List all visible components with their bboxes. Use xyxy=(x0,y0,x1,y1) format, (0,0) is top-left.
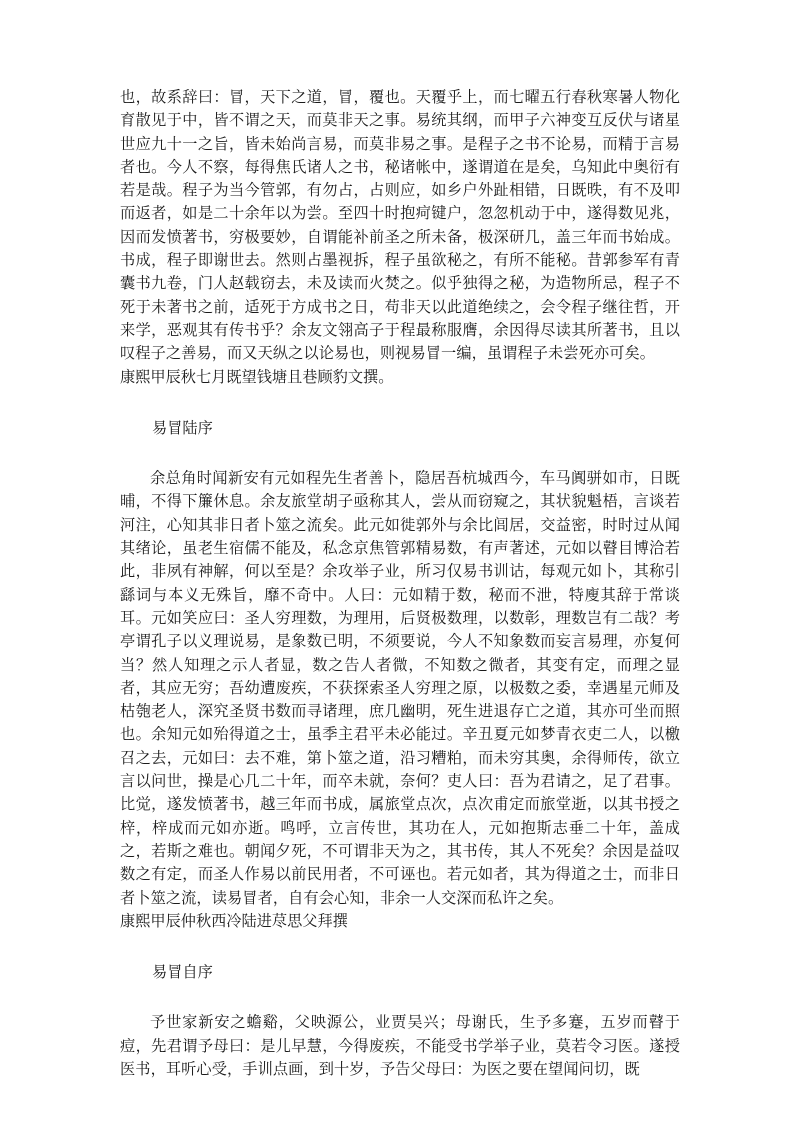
preface3-body-paragraph: 予世家新安之蟾谿，父映源公，业贾吴兴；母谢氏，生予多蹇，五岁而瞽于痘，先君谓予母曰：是儿早慧，今得废疾，不能受书学举子业，莫若令习医。遂授医书，耳听心受，手训点画，到十岁，予告父母曰：为医之要在望闻问切，既 xyxy=(120,1013,680,1078)
preface2-body-paragraph: 余总角时闻新安有元如程先生者善卜，隐居吾杭城西今，车马阗骈如市，日既晡，不得下簾休息。余友旅堂胡子亟称其人，尝从而窃窥之，其状貌魁梧，言谈若河注，心知其非日者卜筮之流矣。此元如徙郭外与余比闾居，交益密，时时过从闻其绪论，虽老生宿儒不能及，私念京焦管郭精易数，有声著述，元如以瞽目博洽若此，非夙有神解，何以至是？余攻举子业，所习仅易书训诂，每观元如卜，其称引繇词与本义无殊旨，靡不奇中。人曰：元如精于数，秘而不泄，特廋其辞于常谈耳。元如笑应曰：圣人穷理数，为理用，后贤极数理，以数彰，理数岂有二哉？考亭谓孔子以义理说易，是象数已明，不须要说，今人不知象数而妄言易理，亦复何当？然人知理之示人者显，数之告人者微，不知数之微者，其变有定，而理之显者，其应无穷；吾幼遭废疾，不获探索圣人穷理之原，以极数之委，幸遇星元师及枯匏老人，深究圣贤书数而寻诸理，庶几幽明，死生进退存亡之道，其亦可坐而照也。余知元如殆得道之士，虽季主君平未必能过。辛丑夏元如梦青衣吏二人，以檄召之去，元如曰：去不难，第卜筮之道，沿习糟粕，而未穷其奥，余得师传，欲立言以问世，操是心几二十年，而卒未就，奈何？吏人曰：吾为君请之，足了君事。比觉，遂发愤著书，越三年而书成，属旅堂点次，点次甫定而旅堂逝，以其书授之梓，梓成而元如亦逝。鸣呼，立言传世，其功在人，元如抱斯志垂二十年，盖成之，若斯之难也。朝闻夕死，不可谓非天为之，其书传，其人不死矣？余因是益叹数之有定，而圣人作易以前民用者，不可诬也。若元如者，其为得道之士，而非日者卜筮之流，读易冒者，自有会心知，非余一人交深而私许之矣。 xyxy=(120,469,680,907)
section-spacer xyxy=(120,933,680,961)
preface1-tail-paragraph: 也，故系辞曰：冒，天下之道，冒，覆也。天覆乎上，而七曜五行春秋寒暑人物化育散见于中，皆不谓之天，而莫非天之事。易统其纲，而甲子六神变互反伏与诸星世应九十一之旨，皆未始尚言易，而莫非易之事。是程子之书不论易，而精于言易者也。今人不察，每得焦氏诸人之书，秘诸帐中，遂谓道在是矣，乌知此中奥衍有若是哉。程子为当今管郭，有勿占，占则应，如乡户外趾相错，日既昳，有不及叩而返者，如是二十余年以为尝。至四十时抱疴键户，忽忽机动于中，遂得数见兆，因而发愤著书，穷极要妙，自谓能补前圣之所未备，极深研几，盖三年而书始成。书成，程子即谢世去。然则占墨视拆，程子虽欲秘之，有所不能秘。昔郭参军有青囊书九卷，门人赵载窃去，未及读而火焚之。似乎独得之秘，为造物所忌，程子不死于未著书之前，适死于方成书之日，苟非天以此道绝续之，会令程子继往哲，开来学，恶观其有传书乎？余友文翎高子于程最称服膺，余因得尽读其所著书，且以叹程子之善易，而又天纵之以论易也，则视易冒一编，虽谓程子未尝死亦可矣。 xyxy=(120,88,680,363)
preface3-title: 易冒自序 xyxy=(152,963,213,982)
preface2-signature: 康熙甲辰仲秋西冷陆进荩思父拜撰 xyxy=(120,911,348,930)
preface1-signature: 康熙甲辰秋七月既望钱塘且巷顾豹文撰。 xyxy=(120,367,394,386)
section-spacer xyxy=(120,389,680,417)
section-spacer xyxy=(120,440,680,467)
section-spacer xyxy=(120,984,680,1011)
preface2-title: 易冒陆序 xyxy=(152,418,213,437)
document-page xyxy=(120,86,680,1081)
